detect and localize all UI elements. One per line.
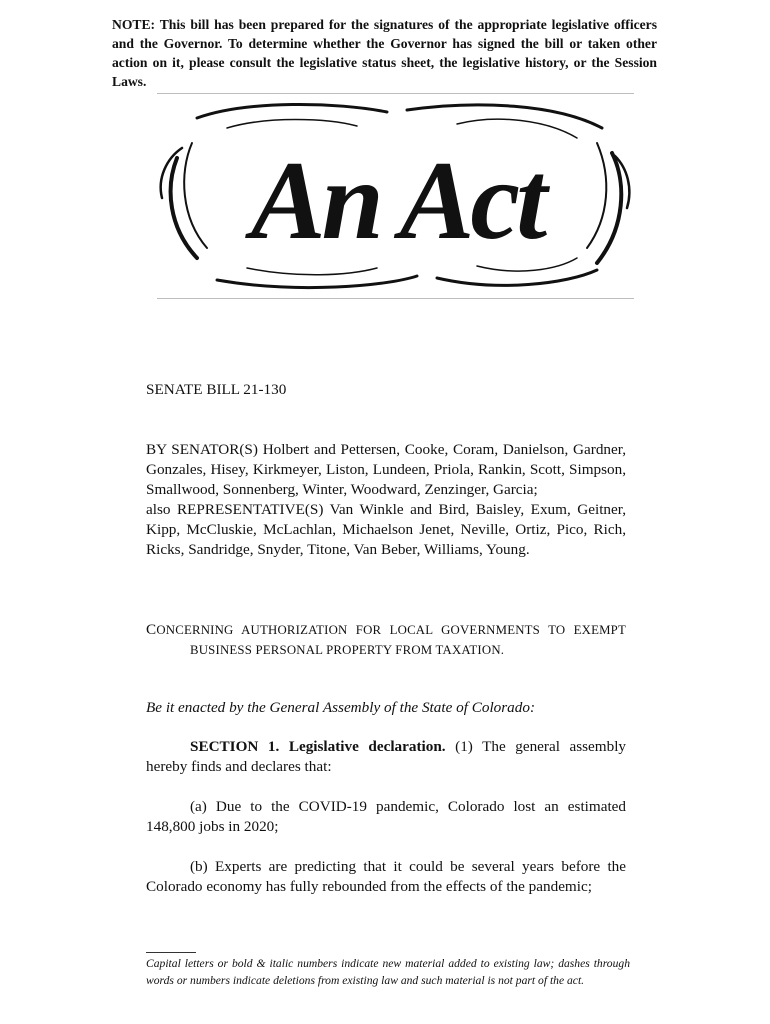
paragraph-b-text: (b) Experts are predicting that it could be several years before the Colorado economy has fully rebounded from the effects of the pandemic; bbox=[146, 858, 626, 895]
paragraph-a-text: (a) Due to the COVID-19 pandemic, Colorado lost an estimated 148,800 jobs in 2020; bbox=[146, 798, 626, 835]
footnote-divider bbox=[146, 952, 196, 953]
an-act-seal-text: An Act bbox=[250, 139, 544, 263]
seal-bottom-rule bbox=[157, 298, 634, 299]
sponsors-block bbox=[146, 440, 626, 560]
enacting-clause: Be it enacted by the General Assembly of the State of Colorado: bbox=[146, 699, 536, 716]
section-1-heading-wrap bbox=[146, 738, 446, 755]
legislative-note: NOTE: This bill has been prepared for the signatures of the appropriate legislative officers and the Governor. To determine whether the Governor has signed the bill or taken other action on it, please consult the legislative status sheet, the legislative history, or the Session Laws. bbox=[112, 17, 657, 89]
bill-title-initial: C bbox=[146, 621, 157, 638]
bill-title-line-1 bbox=[146, 620, 626, 640]
house-sponsors: also REPRESENTATIVE(S) Van Winkle and Bird, Baisley, Exum, Geitner, Kipp, McCluskie, McLachlan, Michaelson Jenet, Neville, Ortiz, Pico, Rich, Ricks, Sandridge, Snyder, Titone, Van Beber, Williams, Young. bbox=[146, 501, 626, 558]
seal-top-rule bbox=[157, 93, 634, 94]
bill-title-line-2: BUSINESS PERSONAL PROPERTY FROM TAXATION. bbox=[190, 643, 505, 657]
footnote: Capital letters or bold & italic numbers indicate new material added to existing law; dashes through words or numbers indicate deletions from existing law and such material is not part of the act. bbox=[146, 957, 630, 987]
section-1-text: (1) The general assembly hereby finds and declares that: bbox=[146, 738, 627, 775]
paragraph-b bbox=[146, 857, 626, 897]
section-1-heading: SECTION 1. Legislative declaration. bbox=[190, 738, 446, 755]
bill-title-line-1-rest: ONCERNING AUTHORIZATION FOR LOCAL GOVERNMENTS TO EXEMPT bbox=[156, 623, 626, 637]
section-1 bbox=[146, 737, 626, 777]
senate-sponsors: BY SENATOR(S) Holbert and Pettersen, Cooke, Coram, Danielson, Gardner, Gonzales, Hisey, Kirkmeyer, Liston, Lundeen, Priola, Rankin, Scott, Simpson, Smallwood, Sonnenberg, Winter, Woodward, Zenzinger, Garcia; bbox=[146, 441, 626, 498]
paragraph-a bbox=[146, 797, 626, 837]
bill-title bbox=[146, 620, 626, 660]
bill-number: SENATE BILL 21-130 bbox=[146, 381, 287, 398]
an-act-seal bbox=[157, 98, 634, 294]
an-act-seal-graphic bbox=[157, 98, 634, 294]
